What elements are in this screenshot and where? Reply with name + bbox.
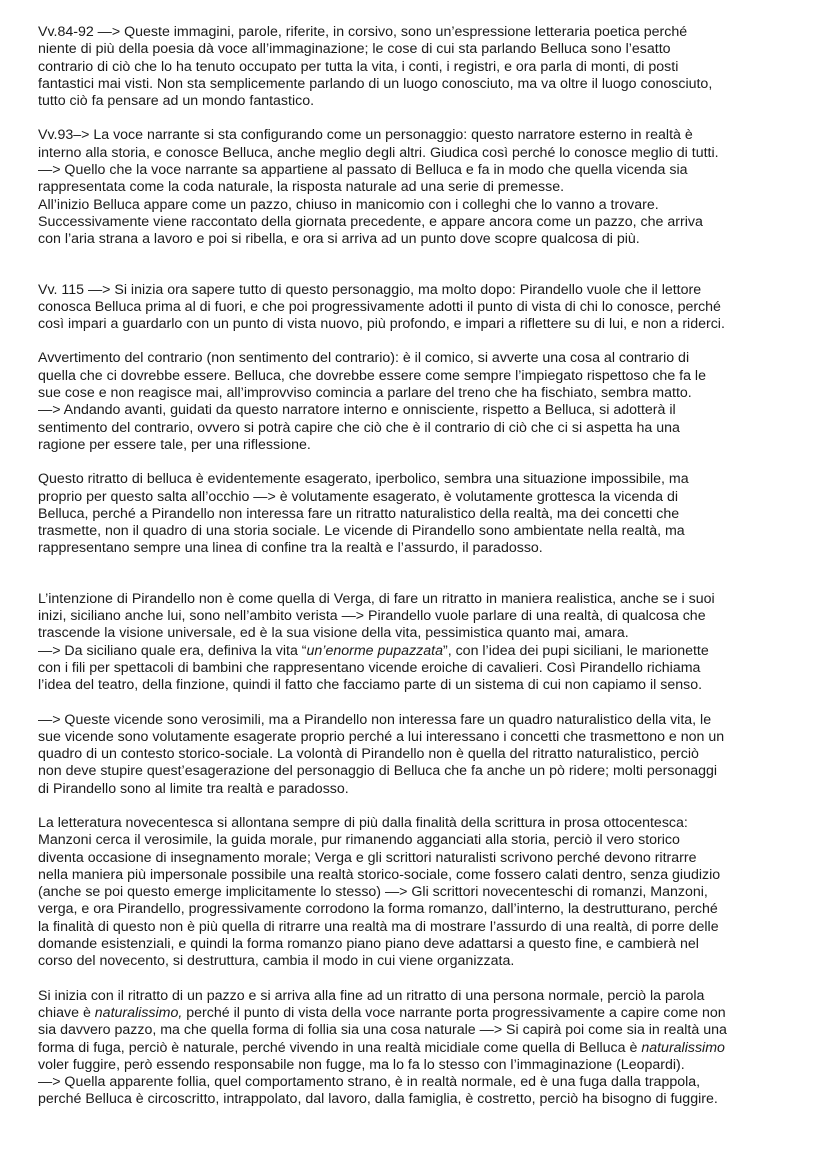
text-line: Questo ritratto di belluca è evidentemente esagerato, iperbolico, sembra una situazione impossibile, ma xyxy=(38,471,689,488)
text-line: Vv.93–> La voce narrante si sta configurando come un personaggio: questo narratore esterno in realtà è xyxy=(38,127,693,144)
document-body xyxy=(38,24,792,1109)
text-line: chiave è naturalissimo, perché il punto di vista della voce narrante porta progressivamente a capire come non xyxy=(38,1004,726,1021)
text-line: Si inizia con il ritratto di un pazzo e si arriva alla fine ad un ritratto di una persona normale, perciò la parola xyxy=(38,987,705,1004)
text-line: All’inizio Belluca appare come un pazzo, chiuso in manicomio con i colleghi che lo vanno a trovare. xyxy=(38,196,659,213)
text-line: Vv. 115 —> Si inizia ora sapere tutto di questo personaggio, ma molto dopo: Pirandello vuole che il lettore xyxy=(38,281,702,298)
paragraph xyxy=(38,282,792,334)
text-line: tutto ciò fa pensare ad un mondo fantastico. xyxy=(38,93,315,110)
text-line: verga, e ora Pirandello, progressivamente corrodono la forma romanzo, dall’interno, la destrutturano, perché xyxy=(38,901,718,918)
text-line: rappresentata come la coda naturale, la risposta naturale ad una serie di premesse. xyxy=(38,179,565,196)
paragraph xyxy=(38,350,792,454)
text-line: perché Belluca è circoscritto, intrappolato, dal lavoro, dalla famiglia, è costretto, perciò ha bisogno di fuggire. xyxy=(38,1091,718,1108)
text-line: Vv.84-92 —> Queste immagini, parole, riferite, in corsivo, sono un’espressione letteraria poetica perché xyxy=(38,24,688,40)
text-line: di Pirandello sono al limite tra realtà e paradosso. xyxy=(38,780,349,797)
text-line: sue cose e non reagisce mai, all’improvviso comincia a parlare del treno che ha fischiato, sembra matto. xyxy=(38,385,692,402)
text-line: fantastici mai visti. Non sta semplicemente parlando di un luogo conosciuto, ma va oltre il luogo conosciuto, xyxy=(38,75,713,92)
paragraph xyxy=(38,815,792,971)
text-line: trascende la visione universale, ed è la sua visione della vita, pessimistica quanto mai, amara. xyxy=(38,625,629,642)
text-line: nella maniera più impersonale possibile una realtà storico-sociale, come fossero calati dentro, senza giudizio xyxy=(38,866,721,883)
text-line: niente di più della poesia dà voce all’immaginazione; le cose di cui sta parlando Belluca sono l’esatto xyxy=(38,41,671,58)
text-line: rappresentano sempre una linea di confine tra la realtà e l’assurdo, il paradosso. xyxy=(38,540,543,557)
text-line: quadro di un contesto storico-sociale. La volontà di Pirandello non è quella del ritratto naturalistico, perciò xyxy=(38,746,699,763)
text-line: Belluca, perché a Pirandello non interessa fare un ritratto naturalistico della realtà, ma dei concetti che xyxy=(38,505,680,522)
paragraph xyxy=(38,591,792,695)
text-line: con i fili per spettacoli di bambini che rappresentano vicende eroiche di cavalieri. Così Pirandello richiama xyxy=(38,659,701,676)
text-line: Manzoni cerca il verosimile, la guida morale, pur rimanendo agganciati alla storia, perciò il vero storico xyxy=(38,832,680,849)
paragraph xyxy=(38,988,792,1109)
text-line: —> Queste vicende sono verosimili, ma a Pirandello non interessa fare un quadro naturalistico della vita, le xyxy=(38,711,712,728)
paragraph xyxy=(38,127,792,248)
text-line: corso del novecento, si destruttura, cambia il modo in cui viene organizzata. xyxy=(38,953,515,970)
text-line: sue vicende sono volutamente esagerate proprio perché a lui interessano i concetti che trasmettono e non un xyxy=(38,728,725,745)
text-line: —> Quella apparente follia, quel comportamento strano, è in realtà normale, ed è una fuga dalla trappola, xyxy=(38,1074,701,1091)
text-line: La letteratura novecentesca si allontana sempre di più dalla finalità della scrittura in prosa ottocentesca: xyxy=(38,814,688,831)
text-line: interno alla storia, e conosce Belluca, anche meglio degli altri. Giudica così perché lo conosce meglio di tutti. xyxy=(38,144,719,161)
text-line: quella che ci dovrebbe essere. Belluca, che dovrebbe essere come sempre l’impiegato rispettoso che fa le xyxy=(38,367,706,384)
text-line: domande esistenziali, e quindi la forma romanzo piano piano deve adattarsi a questo fine, e cambierà nel xyxy=(38,936,699,953)
text-line: conosca Belluca prima al di fuori, e che poi progressivamente adotti il punto di vista di chi lo conosce, perché xyxy=(38,298,721,315)
text-line: con l’aria strana a lavoro e poi si ribella, e ora si arriva ad un punto dove scopre qualcosa di più. xyxy=(38,231,640,248)
paragraph xyxy=(38,712,792,798)
paragraph xyxy=(38,471,792,557)
text-line: (anche se poi questo emerge implicitamente lo stesso) —> Gli scrittori novecenteschi di romanzi, Manzoni, xyxy=(38,884,708,901)
text-line: Successivamente viene raccontato della giornata precedente, e appare ancora come un pazzo, che arriva xyxy=(38,213,703,230)
text-line: forma di fuga, perciò è naturale, perché vivendo in una realtà micidiale come quella di Belluca è naturalissimo xyxy=(38,1039,725,1056)
text-line: sentimento del contrario, ovvero si potrà capire che ciò che è il contrario di ciò che ci si aspetta ha una xyxy=(38,419,680,436)
text-line: L’intenzione di Pirandello non è come quella di Verga, di fare un ritratto in maniera realistica, anche se i suoi xyxy=(38,590,715,607)
text-line: l’idea del teatro, della finzione, quindi il fatto che facciamo parte di un sistema di cui non capiamo il senso. xyxy=(38,677,703,694)
text-line: trasmette, non il quadro di una storia sociale. Le vicende di Pirandello sono ambientate nella realtà, ma xyxy=(38,523,685,540)
text-line: sia davvero pazzo, ma che quella forma di follia sia una cosa naturale —> Si capirà poi come sia in realtà una xyxy=(38,1022,727,1039)
text-line: inizi, siciliano anche lui, sono nell’ambito verista —> Pirandello vuole parlare di una realtà, di qualcosa che xyxy=(38,608,706,625)
text-line: ragione per essere tale, per una riflessione. xyxy=(38,436,311,453)
text-line: voler fuggire, però essendo responsabile non fugge, ma lo fa lo stesso con l’immaginazione (Leopardi). xyxy=(38,1056,685,1073)
text-line: —> Da siciliano quale era, definiva la vita “un’enorme pupazzata”, con l’idea dei pupi siciliani, le marionette xyxy=(38,642,709,659)
text-line: —> Quello che la voce narrante sa appartiene al passato di Belluca e fa in modo che quella vicenda sia xyxy=(38,162,688,179)
text-line: Avvertimento del contrario (non sentimento del contrario): è il comico, si avverte una cosa al contrario di xyxy=(38,350,690,367)
text-line: contrario di ciò che lo ha tenuto occupato per tutta la vita, i conti, i registri, e ora parla di monti, di posti xyxy=(38,58,679,75)
text-line: proprio per questo salta all’occhio —> è volutamente esagerato, è volutamente grottesca la vicenda di xyxy=(38,488,678,505)
text-line: così impari a guardarlo con un punto di vista nuovo, più profondo, e impari a riflettere su di lui, e non a riderci. xyxy=(38,316,725,333)
text-line: diventa occasione di insegnamento morale; Verga e gli scrittori naturalisti scrivono perché devono ritrarre xyxy=(38,849,697,866)
text-line: —> Andando avanti, guidati da questo narratore interno e onnisciente, rispetto a Belluca, si adotterà il xyxy=(38,402,676,419)
text-line: la finalità di questo non è più quella di ritrarre una realtà ma di mostrare l’assurdo di una realtà, di porre delle xyxy=(38,918,719,935)
paragraph xyxy=(38,24,792,110)
text-line: non deve stupire quest’esagerazione del personaggio di Belluca che fa anche un pò ridere; molti personaggi xyxy=(38,763,718,780)
